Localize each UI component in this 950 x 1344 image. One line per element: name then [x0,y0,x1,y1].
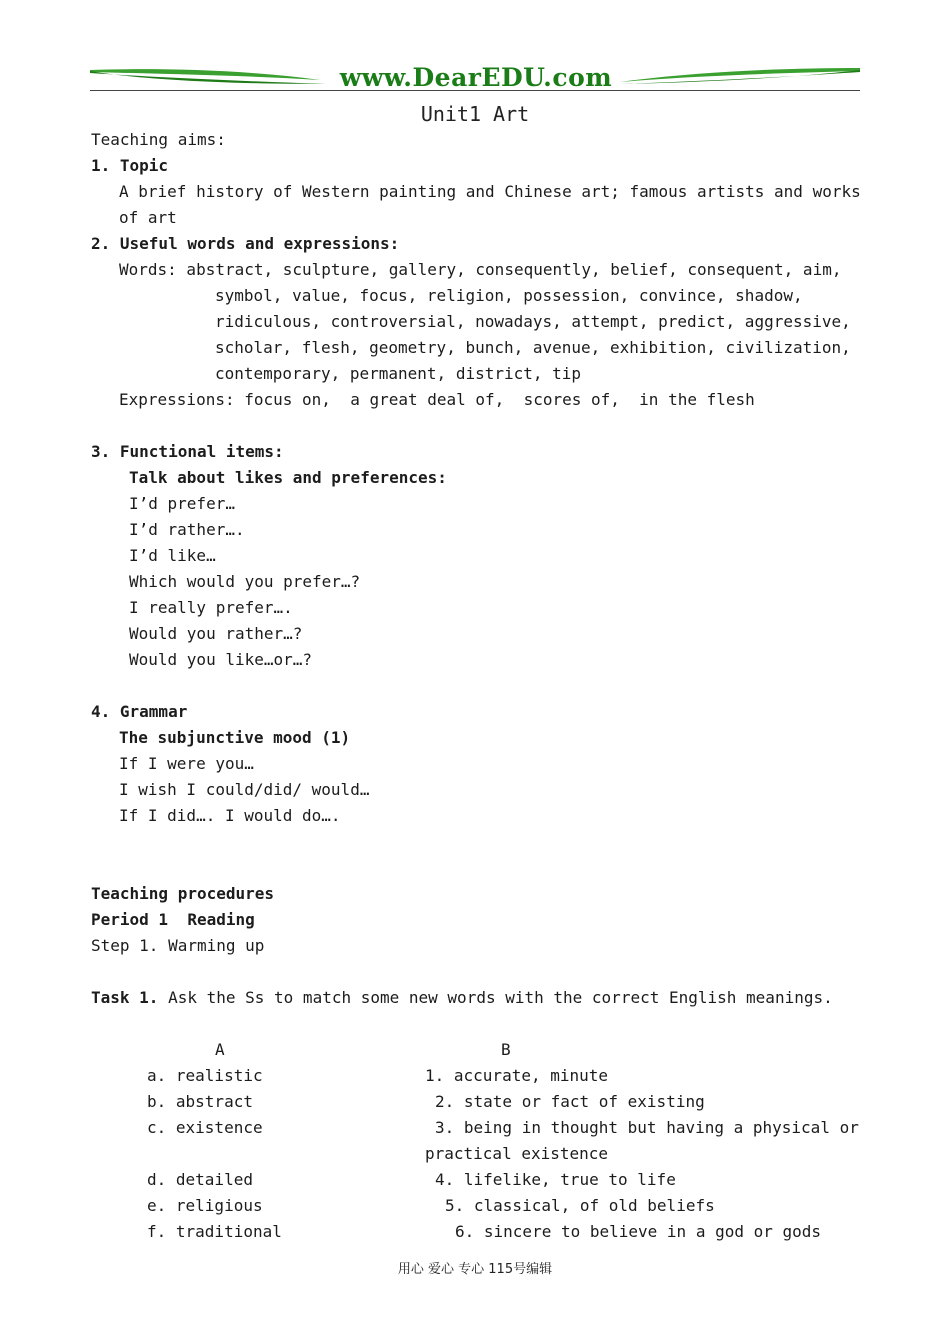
step-heading: Step 1. Warming up [91,936,265,955]
grammar-item: If I were you… [119,754,254,773]
col-b-item: 1. accurate, minute [425,1066,609,1085]
words-line-2: symbol, value, focus, religion, possession, convince, shadow, [215,286,803,305]
functional-item: I’d rather…. [129,520,245,539]
task-line [91,985,833,1011]
left-swoosh [90,69,320,80]
col-b-item: practical existence [425,1144,609,1163]
task-label: Task 1. [91,988,159,1007]
words-line-5: contemporary, permanent, district, tip [215,364,582,383]
procedures-heading: Teaching procedures [91,884,275,903]
col-a-item: f. traditional [147,1222,282,1241]
grammar-item: If I did…. I would do…. [119,806,341,825]
topic-line-2: of art [119,208,177,227]
period-heading: Period 1 Reading [91,910,255,929]
expressions-line: Expressions: focus on, a great deal of, scores of, in the flesh [119,390,755,409]
col-a-item: e. religious [147,1196,263,1215]
words-line-4: scholar, flesh, geometry, bunch, avenue, exhibition, civilization, [215,338,851,357]
right-swoosh [620,68,860,82]
page-footer: 用心 爱心 专心 115号编辑 [397,1262,553,1277]
col-b-item: 2. state or fact of existing [435,1092,705,1111]
topic-line-1: A brief history of Western painting and Chinese art; famous artists and works [119,182,861,201]
col-a-header: A [215,1040,225,1059]
functional-item: I’d like… [129,546,216,565]
header-rule [90,90,860,91]
col-a-item: c. existence [147,1118,263,1137]
site-brand: www.DearEDU.com [339,63,613,92]
words-line-1: Words: abstract, sculpture, gallery, consequently, belief, consequent, aim, [119,260,842,279]
functional-item: I’d prefer… [129,494,235,513]
functional-item: Which would you prefer…? [129,572,361,591]
useful-heading: 2. Useful words and expressions: [91,234,400,253]
col-b-item: 4. lifelike, true to life [435,1170,676,1189]
col-a-item: a. realistic [147,1066,263,1085]
functional-item: Would you rather…? [129,624,303,643]
grammar-item: I wish I could/did/ would… [119,780,370,799]
task-text: Ask the Ss to match some new words with the correct English meanings. [158,988,833,1007]
col-b-item: 5. classical, of old beliefs [445,1196,715,1215]
functional-item: I really prefer…. [129,598,293,617]
col-a-item: d. detailed [147,1170,253,1189]
grammar-heading: 4. Grammar [91,702,188,721]
col-a-item: b. abstract [147,1092,253,1111]
functional-subheading: Talk about likes and preferences: [129,468,447,487]
functional-item: Would you like…or…? [129,650,313,669]
col-b-item: 6. sincere to believe in a god or gods [455,1222,822,1241]
topic-heading: 1. Topic [91,156,169,175]
grammar-subheading: The subjunctive mood (1) [119,728,351,747]
col-b-item: 3. being in thought but having a physical or [435,1118,859,1137]
page-title: Unit1 Art [420,102,530,126]
words-line-3: ridiculous, controversial, nowadays, attempt, predict, aggressive, [215,312,851,331]
col-b-header: B [501,1040,511,1059]
aims-label: Teaching aims: [91,130,226,149]
functional-heading: 3. Functional items: [91,442,284,461]
